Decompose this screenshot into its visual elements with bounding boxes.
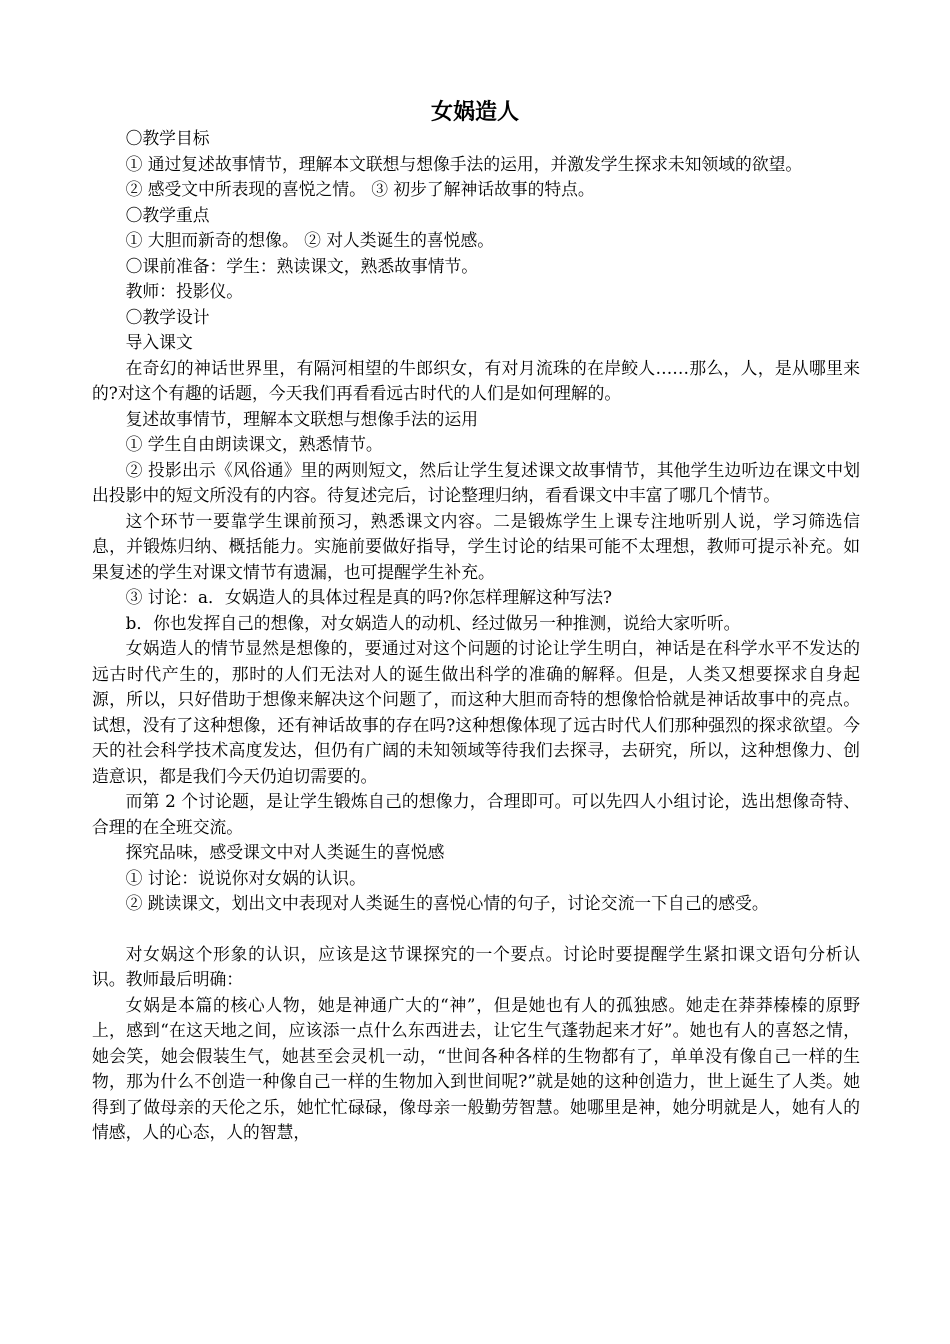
paragraph: ② 投影出示《风俗通》里的两则短文，然后让学生复述课文故事情节，其他学生边听边在课文中划出投影中的短文所没有的内容。待复述完后，讨论整理归纳，看看课文中丰富了哪几个情节。 [92, 459, 860, 505]
paragraph: b．你也发挥自己的想像，对女娲造人的动机、经过做另一种推测，说给大家听听。 [125, 612, 741, 633]
paragraph: 这个环节一要靠学生课前预习，熟悉课文内容。二是锻炼学生上课专注地听别人说，学习筛选信息，并锻炼归纳、概括能力。实施前要做好指导，学生讨论的结果可能不太理想，教师可提示补充。如果复述的学生对课文情节有遗漏，也可提醒学生补充。 [92, 510, 860, 582]
paragraph: 教师：投影仪。 [125, 281, 244, 301]
paragraph: 对女娲这个形象的认识，应该是这节课探究的一个要点。讨论时要提醒学生紧扣课文语句分析认识。教师最后明确： [92, 943, 860, 989]
paragraph: ③ 讨论：a．女娲造人的具体过程是真的吗?你怎样理解这种写法? [125, 587, 613, 607]
paragraph: ① 学生自由朗读课文，熟悉情节。 [125, 434, 383, 454]
paragraph: ② 跳读课文，划出文中表现对人类诞生的喜悦心情的句子，讨论交流一下自己的感受。 [125, 893, 769, 913]
subheading: 探究品味，感受课文中对人类诞生的喜悦感 [125, 842, 445, 862]
document-title: 女娲造人 [430, 100, 519, 125]
subheading: 导入课文 [125, 332, 193, 352]
paragraph: ① 讨论：说说你对女娲的认识。 [125, 867, 366, 888]
section-heading: 〇教学设计 [125, 306, 210, 327]
paragraph: 在奇幻的神话世界里，有隔河相望的牛郎织女，有对月流珠的在岸鲛人……那么，人，是从哪里来的?对这个有趣的话题，今天我们再看看远古时代的人们是如何理解的。 [92, 357, 860, 403]
document-body [92, 126, 860, 1146]
paragraph: ① 通过复述故事情节，理解本文联想与想像手法的运用，并激发学生探求未知领域的欲望。 [125, 153, 803, 174]
paragraph: ① 大胆而新奇的想像。 ② 对人类诞生的喜悦感。 [125, 230, 495, 250]
section-heading: 〇教学目标 [125, 128, 210, 148]
paragraph: 而第 2 个讨论题，是让学生锻炼自己的想像力，合理即可。可以先四人小组讨论，选出想像奇特、合理的在全班交流。 [92, 791, 860, 837]
paragraph: 女娲造人的情节显然是想像的，要通过对这个问题的讨论让学生明白，神话是在科学水平不发达的远古时代产生的，那时的人们无法对人的诞生做出科学的准确的解释。但是，人类又想要探求自身起源，所以，只好借助于想像来解决这个问题了，而这种大胆而奇特的想像恰恰就是神话故事中的亮点。试想，没有了这种想像，还有神话故事的存在吗?这种想像体现了远古时代人们那种强烈的探求欲望。今天的社会科学技术高度发达，但仍有广阔的未知领域等待我们去探寻，去研究，所以，这种想像力、创造意识，都是我们今天仍迫切需要的。 [92, 638, 860, 786]
section-heading: 〇课前准备：学生：熟读课文，熟悉故事情节。 [125, 255, 479, 276]
section-heading: 〇教学重点 [125, 204, 210, 225]
paragraph-spacer [92, 917, 860, 942]
paragraph: ② 感受文中所表现的喜悦之情。 ③ 初步了解神话故事的特点。 [125, 179, 595, 199]
paragraph: 女娲是本篇的核心人物，她是神通广大的“神”，但是她也有人的孤独感。她走在莽莽榛榛的原野上，感到“在这天地之间，应该添一点什么东西进去，让它生气蓬勃起来才好”。她也有人的喜怒之情，她会笑，她会假装生气，她甚至会灵机一动，“世间各种各样的生物都有了，单单没有像自己一样的生物，那为什么不创造一种像自己一样的生物加入到世间呢?”就是她的这种创造力，世上诞生了人类。她得到了做母亲的天伦之乐，她忙忙碌碌，像母亲一般勤劳智慧。她哪里是神，她分明就是人，她有人的情感，人的心态，人的智慧， [92, 994, 860, 1142]
subheading: 复述故事情节，理解本文联想与想像手法的运用 [125, 408, 479, 429]
